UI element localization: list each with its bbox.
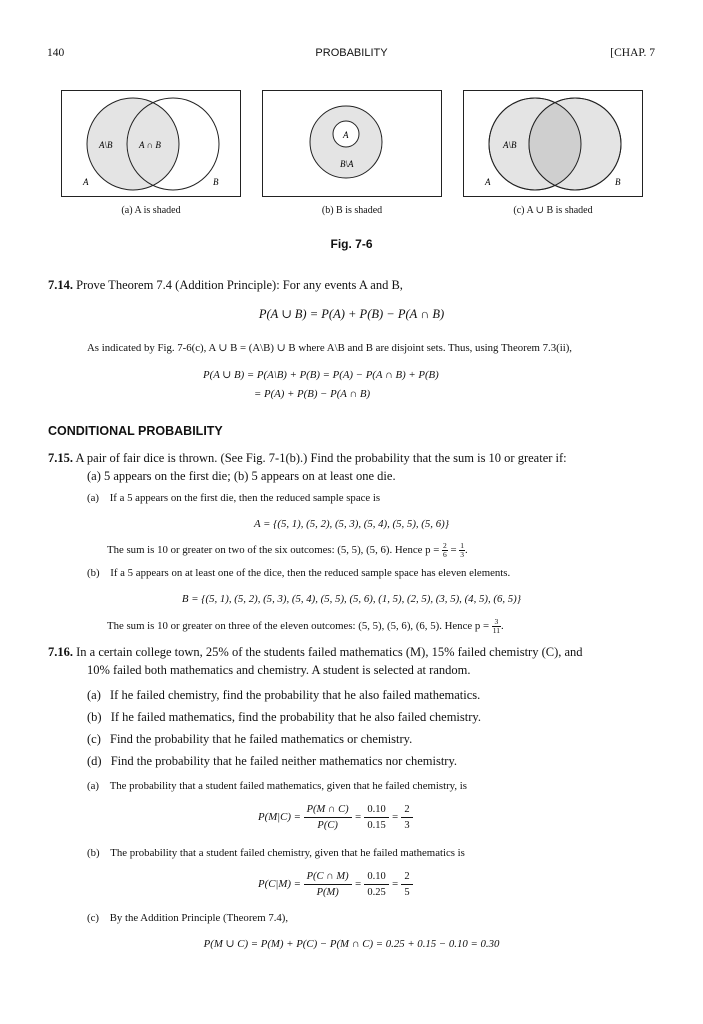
label-a: A [343, 130, 349, 140]
page-number: 140 [47, 47, 65, 59]
solution-line-1: P(A ∪ B) = P(A\B) + P(B) = P(A) − P(A ∩ B) + P(B) [203, 369, 439, 381]
list-item: (c) Find the probability that he failed mathematics or chemistry. [87, 732, 413, 746]
fraction: $\frac{1}{3}$ [460, 541, 465, 559]
problem-statement-1: A pair of fair dice is thrown. (See Fig. 7-1(b).) Find the probability that the sum is 10 or greater if: [75, 451, 567, 465]
fraction: $\frac{2}{6}$ [443, 541, 447, 559]
problem-number: 7.16. [48, 645, 73, 659]
problem-7-16 [48, 643, 663, 661]
figure-label: Fig. 7-6 [330, 237, 373, 251]
venn-panel-b [262, 90, 442, 197]
problem-7-15 [48, 449, 658, 467]
addition-principle-formula: P(A ∪ B) = P(A) + P(B) − P(A ∩ B) [258, 307, 445, 321]
label-b-minus-a: B\A [340, 159, 354, 169]
problem-7-14 [48, 276, 658, 294]
fraction: $\frac{P(C \cap M)}{P(M)}$ [304, 869, 352, 900]
fraction: $\frac{2}{5}$ [401, 869, 412, 900]
part-a [87, 491, 662, 506]
problem-statement-2: (a) 5 appears on the first die; (b) 5 appears on at least one die. [87, 469, 396, 483]
fraction: $\frac{2}{3}$ [401, 802, 412, 833]
solution-c: (c) By the Addition Principle (Theorem 7.4), [87, 912, 289, 924]
label-a-intersect-b: A ∩ B [139, 140, 161, 150]
fraction: $\frac{0.10}{0.15}$ [364, 802, 388, 833]
problem-statement-1: In a certain college town, 25% of the students failed mathematics (M), 15% failed chemistry (C), and [76, 645, 583, 659]
section-heading: CONDITIONAL PROBABILITY [48, 424, 223, 438]
problem-statement-2: 10% failed both mathematics and chemistry. A student is selected at random. [87, 663, 471, 677]
label-b: B [213, 177, 219, 187]
list-item: (b) If he failed mathematics, find the probability that he also failed chemistry. [87, 710, 481, 724]
problem-number: 7.15. [48, 451, 73, 465]
solution-b: (b) The probability that a student failed chemistry, given that he failed mathematics is [87, 847, 465, 859]
list-item: (d) Find the probability that he failed neither mathematics nor chemistry. [87, 754, 458, 768]
conditional-formula-a: P(M|C) = $\frac{P(M \cap C)}{P(C)}$ = $\frac{0.10}{0.15}$ = $\frac{2}{3}$ [258, 802, 413, 833]
label-a: A [83, 177, 89, 187]
part-label: (a) [87, 492, 99, 504]
solution-text: As indicated by Fig. 7-6(c), A ∪ B = (A\B) ∪ B where A\B and B are disjoint sets. Thus, using Theorem 7.3(ii), [87, 342, 572, 354]
fraction: $\frac{3}{11}$ [492, 617, 500, 635]
problem-statement: Prove Theorem 7.4 (Addition Principle): For any events A and B, [76, 278, 403, 292]
solution-line-2: = P(A) + P(B) − P(A ∩ B) [254, 388, 371, 400]
label-a-minus-b: A\B [99, 140, 113, 150]
result-b: The sum is 10 or greater on three of the eleven outcomes: (5, 5), (5, 6), (6, 5). Hence p = $\frac{3}{11}$ . [107, 617, 504, 635]
caption-c: (c) A ∪ B is shaded [513, 205, 593, 216]
running-title: PROBABILITY [315, 47, 388, 59]
part-text: If a 5 appears on at least one of the dice, then the reduced sample space has eleven elements. [110, 567, 511, 579]
label-a: A [485, 177, 491, 187]
problem-number: 7.14. [48, 278, 73, 292]
part-text: If a 5 appears on the first die, then the reduced sample space is [109, 492, 381, 504]
caption-b: (b) B is shaded [321, 205, 383, 216]
venn-panel-c [463, 90, 643, 197]
result-a: The sum is 10 or greater on two of the six outcomes: (5, 5), (5, 6). Hence p = $\frac{2}{6}$ = $\frac{1}{3}$ . [107, 541, 468, 559]
caption-a: (a) A is shaded [121, 205, 181, 216]
sample-space-b: B = {(5, 1), (5, 2), (5, 3), (5, 4), (5, 5), (5, 6), (1, 5), (2, 5), (3, 5), (4, 5), (6, 5)} [181, 593, 522, 605]
list-item: (a) If he failed chemistry, find the probability that he also failed mathematics. [87, 688, 481, 702]
label-a-minus-b: A\B [503, 140, 517, 150]
chapter-label: [CHAP. 7 [610, 47, 655, 59]
fraction: $\frac{P(M \cap C)}{P(C)}$ [304, 802, 352, 833]
part-label: (b) [87, 567, 100, 579]
addition-result-c: P(M ∪ C) = P(M) + P(C) − P(M ∩ C) = 0.25 + 0.15 − 0.10 = 0.30 [203, 938, 500, 950]
fraction: $\frac{0.10}{0.25}$ [364, 869, 388, 900]
conditional-formula-b: P(C|M) = $\frac{P(C \cap M)}{P(M)}$ = $\frac{0.10}{0.25}$ = $\frac{2}{5}$ [258, 869, 413, 900]
sample-space-a: A = {(5, 1), (5, 2), (5, 3), (5, 4), (5, 5), (5, 6)} [253, 518, 450, 530]
label-b: B [615, 177, 621, 187]
solution-a: (a) The probability that a student failed mathematics, given that he failed chemistry, is [87, 780, 467, 792]
venn-panel-a [61, 90, 241, 197]
part-b [87, 566, 662, 581]
